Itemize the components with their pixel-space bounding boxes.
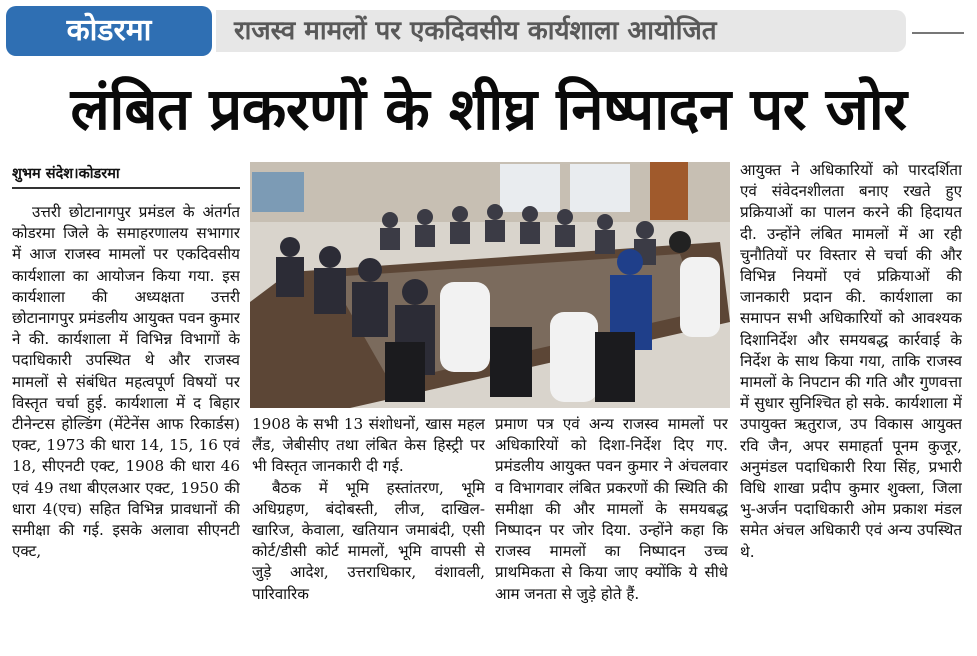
column-1-text: उत्तरी छोटानागपुर प्रमंडल के अंतर्गत कोडरमा जिले के समाहरणालय सभागार में आज राजस्व मामलों पर एकदिवसीय कार्यशाला का आयोजन किया गया. इस कार्यशाला की अध्यक्षता उत्तरी छोटानागपुर प्रमंडलीय आयुक्त पवन कुमार ने की. कार्यशाला में विभिन्न विभागों के पदाधिकारी उपस्थित थे और राजस्व मामलों से संबंधित महत्वपूर्ण विषयों पर विस्तृत चर्चा हुई. कार्यशाला में द बिहार टीनेन्टस होल्डिंग (मेंटेनेंस आफ रिकार्डस) एक्ट, 1973 की धारा 14, 15, 16 एवं 18, सीएनटी एक्ट, 1908 की धारा 46 एवं 49 तथा बीएलआर एक्ट, 1950 की धारा 4(एच) सहित विभिन्न प्रावधानों की समीक्षा की गई. इसके अलावा सीएनटी एक्ट, bbox=[12, 203, 240, 561]
article-column-4 bbox=[740, 160, 962, 652]
meeting-photo bbox=[250, 162, 730, 408]
article-column-3 bbox=[495, 414, 728, 654]
article-column-1 bbox=[12, 202, 240, 652]
kicker-rule bbox=[912, 32, 964, 34]
column-3-text: प्रमाण पत्र एवं अन्य राजस्व मामलों पर अधिकारियों को दिशा-निर्देश दिए गए. प्रमंडलीय आयुक्त पवन कुमार ने अंचलवार व विभागवार लंबित प्रकरणों की स्थिति की समीक्षा की और मामलों के समयबद्ध निष्पादन पर जोर दिया. उन्होंने कहा कि राजस्व मामलों का निष्पादन उच्च प्राथमिकता से किया जाए क्योंकि ये सीधे आम जनता से जुड़े होते हैं. bbox=[495, 415, 728, 603]
byline-rule bbox=[12, 187, 240, 189]
byline: शुभम संदेश।कोडरमा bbox=[12, 166, 120, 182]
kicker-strip: राजस्व मामलों पर एकदिवसीय कार्यशाला आयोजित bbox=[216, 10, 906, 52]
article-column-2 bbox=[252, 414, 485, 654]
headline: लंबित प्रकरणों के शीघ्र निष्पादन पर जोर bbox=[70, 75, 907, 143]
meeting-room-illustration bbox=[250, 162, 730, 408]
column-4-text: आयुक्त ने अधिकारियों को पारदर्शिता एवं संवेदनशीलता बनाए रखते हुए प्रक्रियाओं का पालन करने की हिदायत दी. उन्होंने लंबित मामलों में आ रही चुनौतियों पर विस्तार से चर्चा की और विभिन्न नियमों एवं प्रक्रियाओं की जानकारी प्रदान की. कार्यशाला का समापन सभी अधिकारियों को आवश्यक दिशानिर्देश और समयबद्ध कार्रवाई के निर्देश के साथ किया गया, ताकि राजस्व मामलों के निपटान की गति और गुणवत्ता में सुधार सुनिश्चित हो सके. कार्यशाला में उपायुक्त ऋतुराज, उप विकास आयुक्त रवि जैन, अपर समाहर्ता पूनम कुजूर, अनुमंडल पदाधिकारी रिया सिंह, प्रभारी विधि शाखा प्रदीप कुमार शुक्ला, जिला भु-अर्जन पदाधिकारी ओम प्रकाश मंडल समेत अंचल अधिकारी एवं अन्य उपस्थित थे. bbox=[740, 161, 962, 561]
column-2-text-a: 1908 के सभी 13 संशोधनों, खास महल लैंड, जेबीसीए तथा लंबित केस हिस्ट्री पर भी विस्तृत जानकारी दी गई. bbox=[252, 415, 485, 476]
column-2-text-b: बैठक में भूमि हस्तांतरण, भूमि अधिग्रहण, बंदोबस्ती, लीज, दाखिल-खारिज, केवाला, खतियान जमाबंदी, एसी कोर्ट/डीसी कोर्ट मामलों, भूमि वापसी से जुड़े आदेश, उत्तराधिकार, वंशावली, पारिवारिक bbox=[252, 478, 485, 603]
location-tag: कोडरमा bbox=[6, 6, 212, 56]
